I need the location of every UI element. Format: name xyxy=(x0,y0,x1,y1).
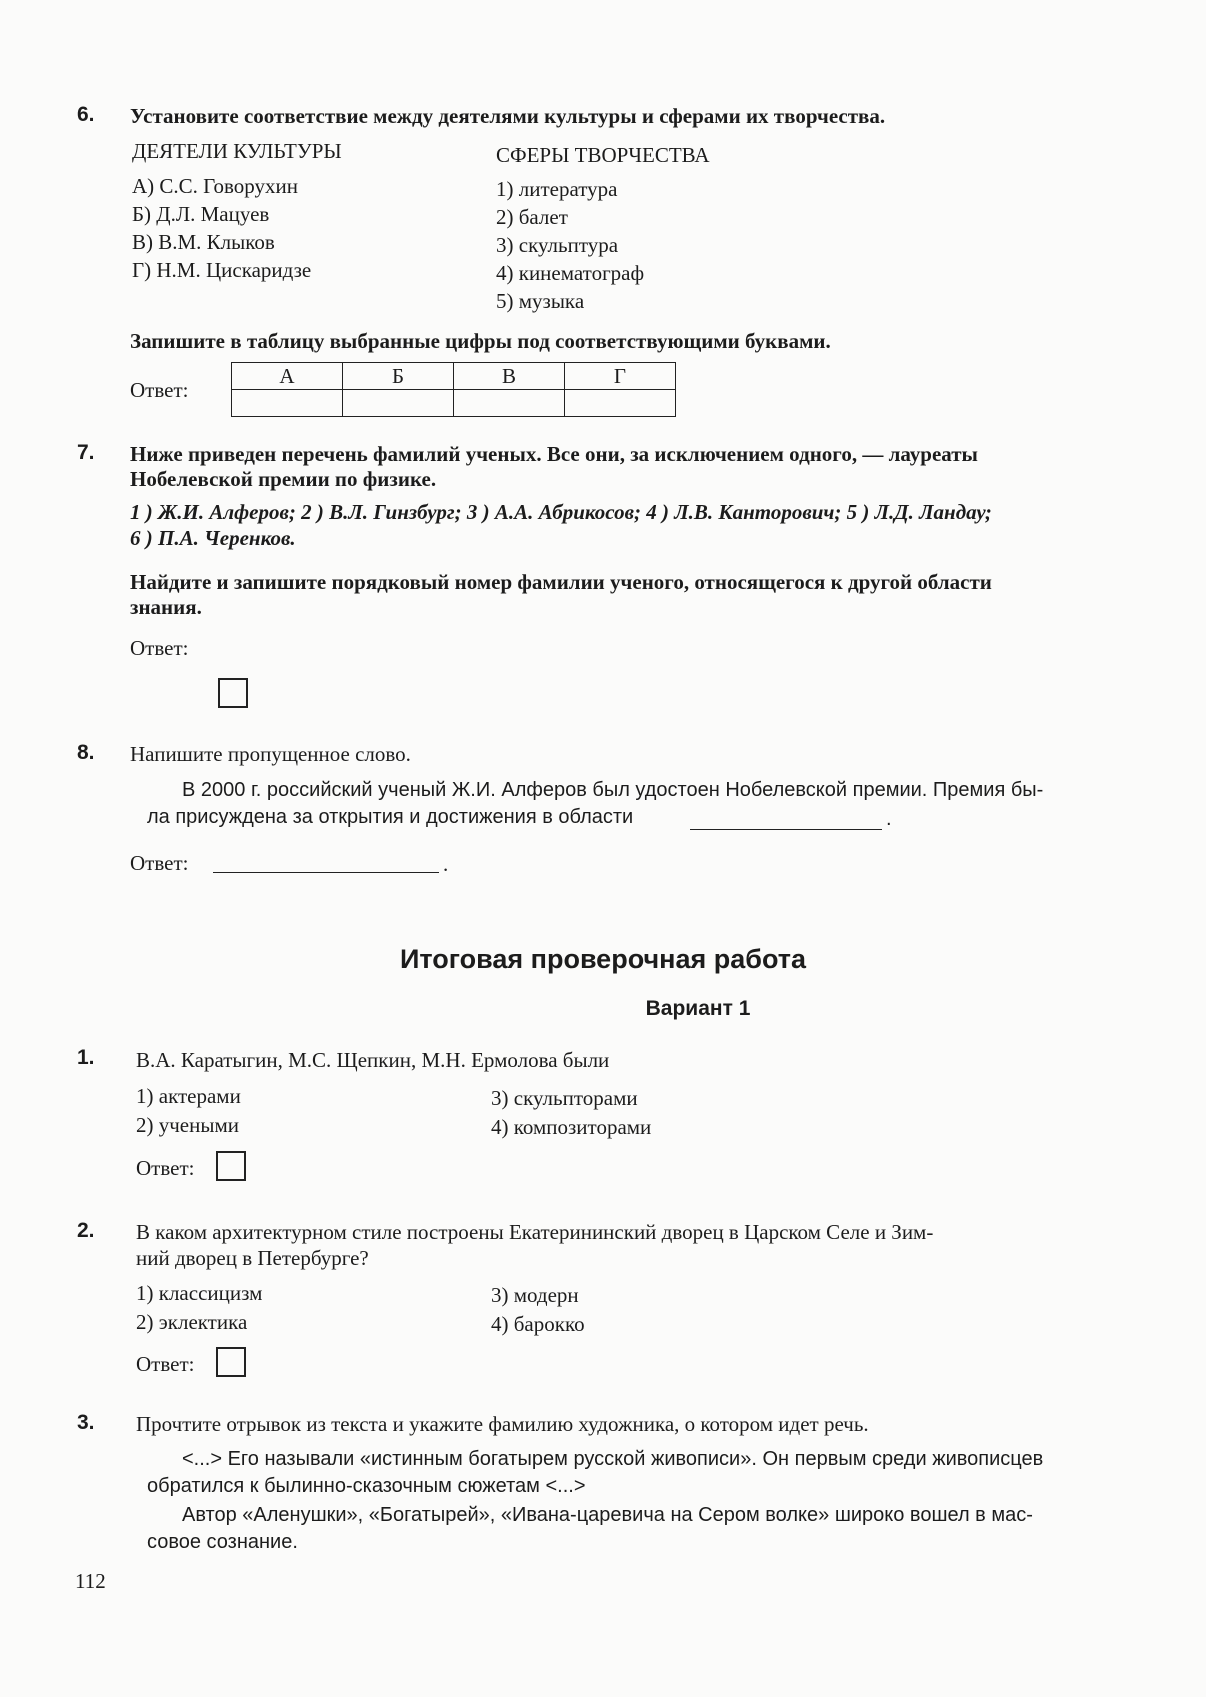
sphere-item-3: 3) скульптура xyxy=(496,233,619,257)
test-question-2-prompt-line1: В каком архитектурном стиле построены Екатерининский дворец в Царском Селе и Зим- xyxy=(136,1220,934,1244)
answer-label-t2: Ответ: xyxy=(136,1352,195,1376)
option-1-2[interactable]: 2) учеными xyxy=(136,1113,240,1137)
answer-label-q8: Ответ: xyxy=(130,851,189,875)
answer-line-q8[interactable] xyxy=(213,872,439,873)
period-mark: . xyxy=(443,852,449,876)
answer-cell-a[interactable] xyxy=(232,390,343,417)
question-7-prompt-line1: Ниже приведен перечень фамилий ученых. Все они, за исключением одного, — лауреаты xyxy=(130,442,978,466)
question-6-prompt: Установите соответствие между деятелями культуры и сферами их творчества. xyxy=(130,104,886,128)
option-2-4[interactable]: 4) барокко xyxy=(491,1312,585,1336)
sphere-item-2: 2) балет xyxy=(496,205,568,229)
option-2-1[interactable]: 1) классицизм xyxy=(136,1281,263,1305)
sphere-item-4: 4) кинематограф xyxy=(496,261,645,285)
excerpt-line1: <...> Его называли «истинным богатырем русской живописи». Он первым среди живописцев xyxy=(182,1448,1044,1470)
option-1-3[interactable]: 3) скульпторами xyxy=(491,1086,638,1110)
answer-cell-v[interactable] xyxy=(454,390,565,417)
question-number-8: 8. xyxy=(77,741,95,764)
answer-label-q7: Ответ: xyxy=(130,636,189,660)
test-question-2-prompt-line2: ний дворец в Петербурге? xyxy=(136,1246,369,1270)
question-8-text-line2: ла присуждена за открытия и достижения в области xyxy=(147,806,634,828)
excerpt-line4: совое сознание. xyxy=(147,1531,298,1553)
test-question-number-3: 3. xyxy=(77,1411,95,1434)
blank-line-q8-text xyxy=(690,829,882,830)
question-8-prompt: Напишите пропущенное слово. xyxy=(130,742,411,766)
figure-item-g: Г) Н.М. Цискаридзе xyxy=(132,258,312,282)
answer-label-t1: Ответ: xyxy=(136,1156,195,1180)
scientists-list-line2: 6 ) П.А. Черенков. xyxy=(130,526,296,550)
figure-item-a: А) С.С. Говорухин xyxy=(132,174,298,198)
answer-table-header-a: А xyxy=(232,363,343,390)
answer-table-header-row xyxy=(232,363,676,390)
page-number: 112 xyxy=(75,1569,106,1593)
answer-box-t2[interactable] xyxy=(216,1347,246,1377)
answer-table-input-row xyxy=(232,390,676,417)
option-2-2[interactable]: 2) эклектика xyxy=(136,1310,248,1334)
answer-label-q6: Ответ: xyxy=(130,378,189,402)
answer-box-t1[interactable] xyxy=(216,1151,246,1181)
section-title: Итоговая проверочная работа xyxy=(399,944,807,974)
answer-cell-g[interactable] xyxy=(565,390,676,417)
question-7-prompt-line2: Нобелевской премии по физике. xyxy=(130,467,437,491)
answer-table-header-b: Б xyxy=(343,363,454,390)
option-1-4[interactable]: 4) композиторами xyxy=(491,1115,652,1139)
excerpt-line3: Автор «Аленушки», «Богатырей», «Ивана-царевича на Сером волке» широко вошел в мас- xyxy=(182,1504,1033,1526)
left-column-header: ДЕЯТЕЛИ КУЛЬТУРЫ xyxy=(132,139,342,163)
right-column-header: СФЕРЫ ТВОРЧЕСТВА xyxy=(496,143,710,167)
period-mark: . xyxy=(886,808,892,830)
answer-table-header-v: В xyxy=(454,363,565,390)
answer-cell-b[interactable] xyxy=(343,390,454,417)
answer-box-q7[interactable] xyxy=(218,678,248,708)
variant-title: Вариант 1 xyxy=(645,997,751,1020)
sphere-item-1: 1) литература xyxy=(496,177,618,201)
scientists-list-line1: 1 ) Ж.И. Алферов; 2 ) В.Л. Гинзбург; 3 ) А.А. Абрикосов; 4 ) Л.В. Канторович; 5 ) Л.Д. Ландау; xyxy=(130,500,992,524)
sphere-item-5: 5) музыка xyxy=(496,289,585,313)
excerpt-line2: обратился к былинно-сказочным сюжетам <...> xyxy=(147,1475,586,1497)
question-7-task-line2: знания. xyxy=(130,595,202,619)
question-number-6: 6. xyxy=(77,103,95,126)
figure-item-v: В) В.М. Клыков xyxy=(132,230,275,254)
question-6-instruction: Запишите в таблицу выбранные цифры под соответствующими буквами. xyxy=(130,329,831,353)
test-question-1-prompt: В.А. Каратыгин, М.С. Щепкин, М.Н. Ермолова были xyxy=(136,1048,610,1072)
test-question-number-2: 2. xyxy=(77,1219,95,1242)
question-number-7: 7. xyxy=(77,441,95,464)
test-question-number-1: 1. xyxy=(77,1046,95,1069)
answer-table-header-g: Г xyxy=(565,363,676,390)
figure-item-b: Б) Д.Л. Мацуев xyxy=(132,202,270,226)
test-question-3-prompt: Прочтите отрывок из текста и укажите фамилию художника, о котором идет речь. xyxy=(136,1412,869,1436)
option-2-3[interactable]: 3) модерн xyxy=(491,1283,579,1307)
question-7-task-line1: Найдите и запишите порядковый номер фамилии ученого, относящегося к другой области xyxy=(130,570,992,594)
option-1-1[interactable]: 1) актерами xyxy=(136,1084,241,1108)
answer-table-q6 xyxy=(231,362,676,417)
question-8-text-line1: В 2000 г. российский ученый Ж.И. Алферов был удостоен Нобелевской премии. Премия бы- xyxy=(182,779,1044,801)
